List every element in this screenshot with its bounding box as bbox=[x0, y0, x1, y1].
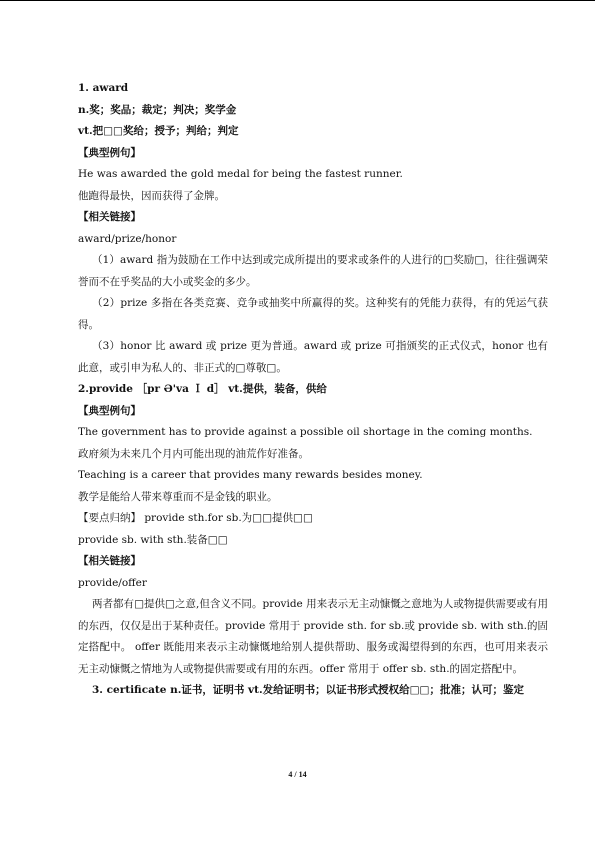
example-chinese: 教学是能给人带来尊重而不是金钱的职业。 bbox=[78, 490, 278, 503]
example-chinese: 政府须为未来几个月内可能出现的油荒作好准备。 bbox=[78, 447, 309, 460]
example-chinese: 他跑得最快，因而获得了金牌。 bbox=[78, 189, 225, 202]
section-label-related: 【相关链接】 bbox=[78, 211, 141, 223]
key-points: 【要点归纳】 provide sth.for sb.为□□提供□□ bbox=[78, 512, 313, 524]
definition-noun: n.奖；奖品；裁定；判决；奖学金 bbox=[78, 103, 237, 116]
entry-heading-provide: 2.provide ［pr Ə'va Ｉ d］ vt.提供，装备，供给 bbox=[78, 383, 327, 395]
section-label-example: 【典型例句】 bbox=[78, 146, 141, 159]
paragraph-prize: （2）prize 多指在各类竞赛、竞争或抽奖中所赢得的奖。这种奖有的凭能力获得，有的凭运气获得。 bbox=[78, 297, 548, 331]
paragraph-award: （1）award 指为鼓励在工作中达到或完成所提出的要求或条件的人进行的□奖励□，往往强调荣誉而不在乎奖品的大小或奖金的多少。 bbox=[78, 254, 548, 288]
header-rule bbox=[0, 0, 595, 1]
page-number: 4 / 14 bbox=[288, 770, 307, 779]
paragraph-provide-offer: 两者都有□提供□之意,但含义不同。provide 用来表示无主动慷慨之意地为人或物提供需要或有用的东西，仅仅是出于某种责任。provide 常用于 provide sth. for sb.或 provide sb. with sth.的固定搭配中。 offer 既能用来表示主动慷慨地给别人提供帮助、服务或渴望得到的东西，也可用来表示无主动慷慨之情地为人或物提供需要或有用的东西。offer 常用于 offer sb. sth.的固定搭配中。 bbox=[78, 598, 548, 675]
example-english: The government has to provide against a possible oil shortage in the coming months. bbox=[78, 426, 533, 438]
example-english: Teaching is a career that provides many rewards besides money. bbox=[78, 469, 423, 481]
document-body bbox=[78, 78, 548, 702]
definition-verb: vt.把□□奖给；授予；判给；判定 bbox=[78, 125, 239, 137]
entry-heading-award: 1. award bbox=[78, 82, 129, 94]
section-label-example: 【典型例句】 bbox=[78, 404, 141, 417]
comparison-title: provide/offer bbox=[78, 576, 147, 589]
entry-heading-certificate: 3. certificate n.证书，证明书 vt.发给证明书；以证书形式授权给□□；批准；认可；鉴定 bbox=[92, 684, 524, 696]
comparison-title: award/prize/honor bbox=[78, 232, 177, 245]
paragraph-honor: （3）honor 比 award 或 prize 更为普通。award 或 prize 可指颁奖的正式仪式，honor 也有此意，或引申为私人的、非正式的□尊敬□。 bbox=[78, 340, 548, 374]
example-english: He was awarded the gold medal for being the fastest runner. bbox=[78, 168, 403, 180]
key-points-second: provide sb. with sth.装备□□ bbox=[78, 533, 228, 546]
section-label-related: 【相关链接】 bbox=[78, 555, 141, 567]
